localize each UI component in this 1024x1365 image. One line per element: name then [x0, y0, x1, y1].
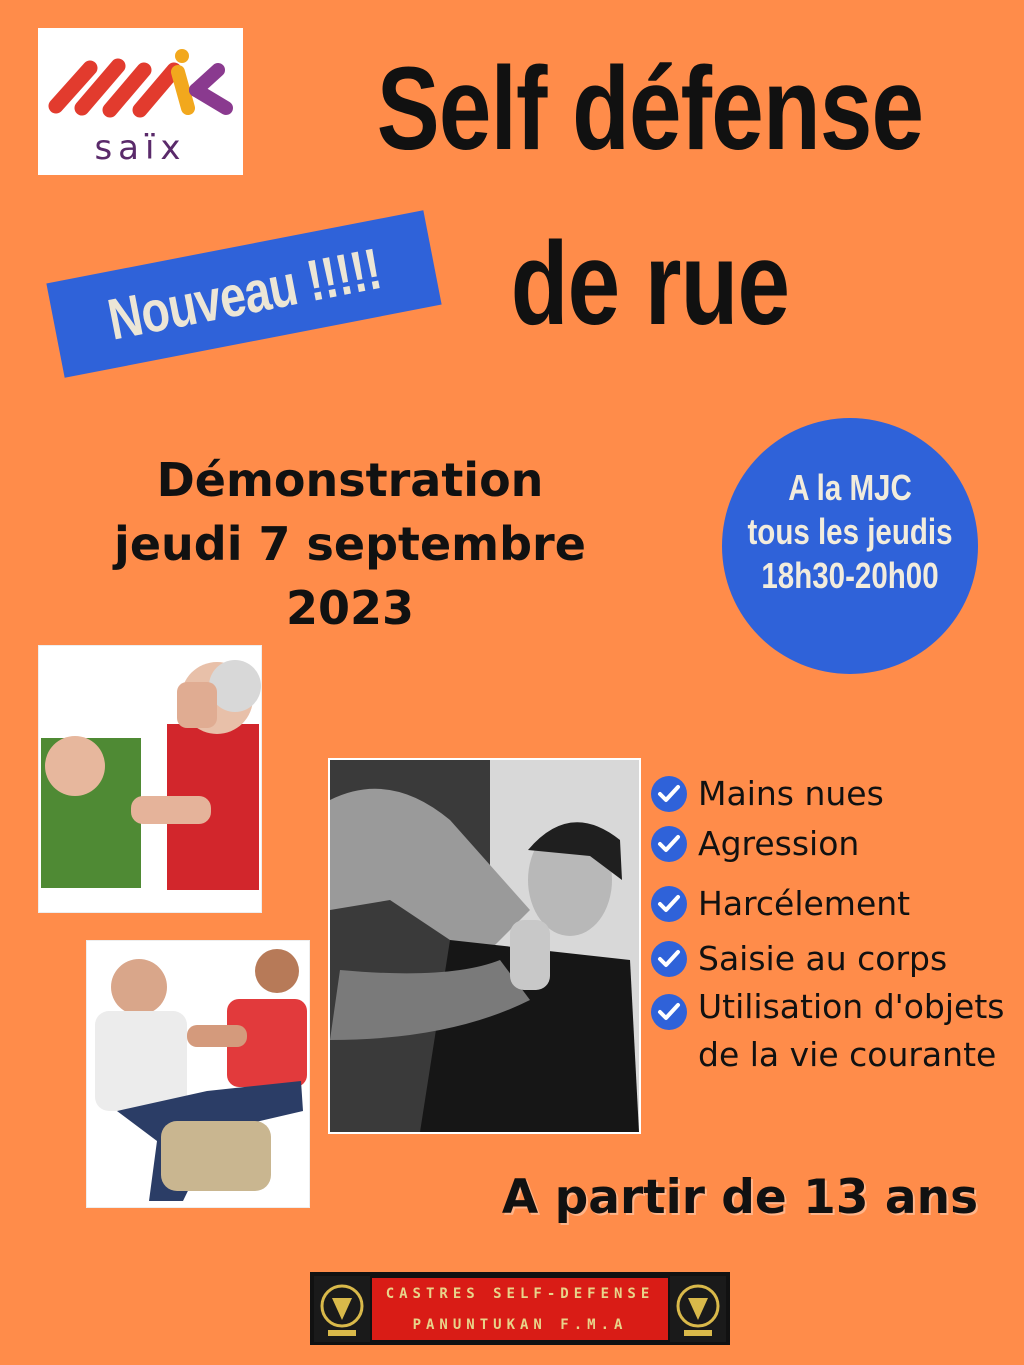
club-emblem-icon [670, 1276, 726, 1342]
feature-item [650, 770, 1020, 818]
schedule-days: tous les jeudis [747, 511, 953, 552]
new-badge [46, 210, 441, 378]
feature-item [650, 880, 1020, 928]
demo-year: 2023 [285, 581, 415, 635]
demo-date: jeudi 7 septembre [114, 517, 586, 571]
feature-item [650, 983, 1020, 1079]
title-line-2: de rue [510, 218, 790, 350]
club-name-panel [372, 1278, 668, 1340]
demonstration-info [60, 448, 640, 640]
feature-label: Mains nues [698, 774, 884, 813]
new-badge-label: Nouveau !!!!! [102, 235, 386, 353]
club-banner [310, 1272, 730, 1345]
check-icon [650, 885, 688, 923]
feature-item [650, 935, 1020, 983]
features-checklist [650, 770, 1020, 1079]
demo-heading: Démonstration [156, 453, 544, 507]
schedule-location: A la MJC [788, 467, 912, 508]
feature-label: Harcélement [698, 884, 911, 923]
title-line-1: Self défense [376, 43, 924, 175]
logo-wordmark: saïx [94, 128, 187, 168]
mjc-saix-logo [38, 28, 243, 175]
club-style: PANUNTUKAN F.M.A [412, 1316, 628, 1333]
club-emblem-icon [314, 1276, 370, 1342]
check-icon [650, 825, 688, 863]
schedule-time: 18h30-20h00 [761, 555, 939, 596]
check-icon [650, 993, 688, 1031]
schedule-circle [722, 418, 978, 674]
feature-label: Saisie au corps [698, 939, 948, 978]
age-requirement: A partir de 13 ans [501, 1170, 979, 1225]
club-name: CASTRES SELF-DEFENSE [385, 1285, 655, 1302]
photo-elderly-defense [38, 645, 262, 913]
photo-woman-elbow-strike [328, 758, 641, 1134]
mjc-logo-graphic [38, 28, 243, 138]
check-icon [650, 775, 688, 813]
check-icon [650, 940, 688, 978]
feature-label: Agression [698, 824, 860, 863]
feature-label: Utilisation d'objets de la vie courante [698, 987, 1005, 1074]
photo-men-defense [86, 940, 310, 1208]
feature-item [650, 820, 1020, 868]
